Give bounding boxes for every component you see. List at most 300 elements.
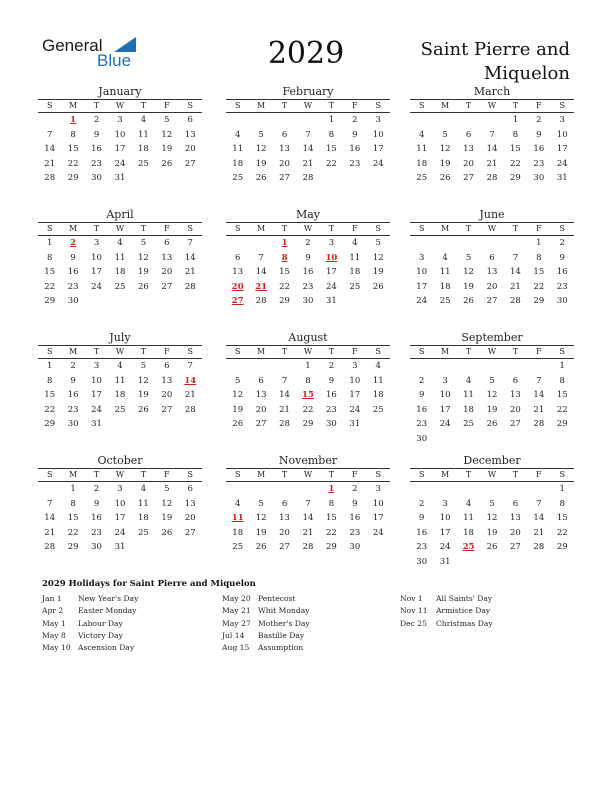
day-cell: 26 [137,281,149,292]
day-cell: 16 [416,404,428,415]
day-grid [410,359,574,446]
holiday-date: May 21 [222,606,251,616]
month-name: December [463,454,521,467]
day-cell: 7 [187,238,193,248]
day-cell: 5 [140,238,147,248]
holiday-column [222,593,392,654]
day-cell: 1 [536,238,542,248]
month-name: March [473,85,511,98]
weekday-label: S [234,101,241,110]
weekday-header [38,468,202,482]
day-cell: 16 [67,390,79,400]
month-july [38,331,202,432]
empty-day-cell [249,236,272,251]
day-cell: 10 [349,375,361,386]
day-cell: 29 [67,542,79,552]
day-cell: 16 [533,144,545,154]
day-cell: 4 [352,238,358,248]
day-cell: 17 [372,144,384,154]
holiday-date: Nov 1 [400,594,423,603]
month-may [226,208,390,309]
day-cell: 23 [349,158,361,169]
day-cell: 16 [91,144,102,154]
holiday-date: May 1 [42,618,66,628]
day-cell: 17 [114,144,126,154]
holiday-name: Whit Monday [258,606,310,616]
day-cell: 16 [325,390,337,400]
day-cell: 5 [465,252,472,263]
weekday-label: M [441,224,450,233]
day-cell: 21 [302,158,314,169]
day-cell: 9 [305,252,311,263]
day-cell: 27 [463,173,474,183]
holiday-name: Victory Day [78,630,123,640]
weekday-label: F [164,101,170,110]
day-cell: 10 [439,513,451,523]
day-cell: 21 [44,158,56,169]
day-cell: 20 [509,527,521,538]
day-cell: 27 [279,173,290,183]
holiday-day-cell: 11 [231,513,244,523]
holiday-name: Pentecost [258,594,296,603]
day-cell: 22 [325,158,337,169]
month-name: February [282,85,334,98]
day-cell: 25 [439,296,451,306]
day-grid [410,113,574,186]
weekday-label: F [352,101,358,110]
day-cell: 6 [465,129,472,140]
day-cell: 28 [509,296,521,306]
day-cell: 7 [305,498,311,509]
day-cell: 24 [91,404,102,415]
day-cell: 12 [486,513,498,523]
holiday-day-cell: 10 [325,252,338,263]
day-cell: 3 [117,115,123,125]
weekday-label: T [140,101,147,110]
day-cell: 13 [463,144,474,154]
empty-day-cell [480,359,503,374]
weekday-label: F [352,470,358,479]
weekday-label: T [93,470,100,479]
day-cell: 22 [556,404,568,415]
holiday-row [400,593,570,605]
day-cell: 1 [559,361,565,371]
day-cell: 2 [559,238,565,248]
day-cell: 29 [44,419,56,429]
weekday-label: S [418,470,425,479]
day-cell: 29 [533,296,545,306]
day-cell: 2 [352,484,358,494]
day-cell: 30 [533,173,545,183]
day-cell: 23 [67,404,79,415]
weekday-label: M [441,101,450,110]
holiday-row [222,630,392,642]
day-cell: 11 [372,375,384,386]
day-grid [226,236,390,309]
holiday-row [400,618,570,630]
day-cell: 23 [416,419,428,429]
holiday-date: May 20 [222,594,251,603]
empty-day-cell [226,113,249,128]
weekday-label: F [164,470,170,479]
holiday-day-cell: 14 [184,375,197,386]
holiday-day-cell: 2 [70,238,77,248]
day-cell: 9 [328,375,335,386]
day-cell: 17 [439,527,451,538]
empty-day-cell [296,482,319,497]
day-cell: 10 [91,375,102,386]
day-cell: 6 [164,238,170,248]
day-cell: 8 [47,252,53,263]
day-cell: 28 [486,173,498,183]
day-cell: 3 [93,361,100,371]
day-cell: 17 [556,144,568,154]
empty-day-cell [480,482,503,497]
empty-day-cell [410,236,433,251]
day-cell: 18 [463,527,474,538]
day-cell: 18 [372,390,384,400]
day-cell: 7 [489,129,495,140]
holiday-name: All Saints' Day [436,594,493,603]
day-cell: 28 [184,404,196,415]
day-cell: 6 [187,115,193,125]
day-cell: 2 [70,361,76,371]
weekday-label: S [375,224,381,233]
weekday-label: T [465,470,472,479]
day-cell: 19 [232,404,244,415]
day-cell: 30 [325,419,337,429]
day-cell: 16 [556,267,568,277]
day-cell: 9 [536,129,542,140]
day-cell: 27 [184,527,196,538]
day-cell: 12 [232,390,244,400]
weekday-label: W [487,224,497,233]
weekday-header [226,468,390,482]
day-cell: 21 [184,390,196,400]
day-cell: 24 [416,296,428,306]
empty-day-cell [527,359,550,374]
day-cell: 21 [44,527,56,538]
day-cell: 15 [67,513,79,523]
holiday-date: Jul 14 [222,630,245,640]
day-cell: 27 [509,542,521,552]
day-cell: 19 [486,404,498,415]
holiday-row [42,618,212,630]
day-cell: 24 [372,158,384,169]
day-cell: 31 [325,296,337,306]
holiday-date: Dec 25 [400,618,427,628]
day-cell: 29 [325,542,337,552]
holiday-name: Ascension Day [78,643,135,653]
day-cell: 6 [489,252,495,263]
weekday-label: T [328,347,335,356]
day-cell: 18 [114,267,126,277]
weekday-label: S [418,101,425,110]
holiday-row [400,605,570,617]
day-cell: 17 [372,513,384,523]
day-cell: 11 [349,252,361,263]
day-cell: 6 [187,484,193,494]
weekday-header [226,345,390,359]
day-cell: 22 [533,281,545,292]
day-cell: 8 [70,498,76,509]
day-cell: 29 [556,542,568,552]
day-cell: 5 [258,129,264,140]
empty-day-cell [273,482,296,497]
empty-day-cell [226,359,249,374]
holiday-date: May 27 [222,618,251,628]
logo-triangle-icon [114,37,136,52]
empty-day-cell [38,482,61,497]
weekday-label: T [512,347,519,356]
holiday-day-cell: 21 [255,281,268,292]
weekday-label: T [512,470,519,479]
day-cell: 13 [184,498,196,509]
day-cell: 23 [533,158,545,169]
day-cell: 11 [463,390,474,400]
day-cell: 30 [416,433,428,444]
day-cell: 14 [44,144,56,154]
holiday-name: Easter Monday [78,606,137,616]
weekday-label: T [465,224,472,233]
day-cell: 13 [184,129,196,140]
day-cell: 28 [44,173,56,183]
day-cell: 28 [255,296,267,306]
day-cell: 12 [161,498,173,509]
day-cell: 23 [91,527,102,538]
day-cell: 13 [279,144,290,154]
day-cell: 14 [509,267,521,277]
day-cell: 5 [258,498,264,509]
day-cell: 17 [416,281,428,292]
weekday-header [410,99,574,113]
month-august [226,331,390,432]
holiday-row [42,630,212,642]
day-cell: 30 [556,296,568,306]
day-cell: 30 [349,542,361,552]
day-cell: 6 [281,129,288,140]
day-cell: 7 [47,129,53,140]
day-cell: 2 [93,484,100,494]
day-cell: 8 [70,129,76,140]
day-cell: 28 [302,542,314,552]
day-cell: 2 [352,115,358,125]
day-cell: 19 [439,158,451,169]
weekday-label: M [441,347,450,356]
holiday-name: New Year's Day [78,594,139,603]
month-name: August [288,331,328,344]
weekday-label: S [46,101,53,110]
day-cell: 5 [489,498,495,509]
day-cell: 26 [161,527,173,538]
weekday-label: S [559,101,565,110]
weekday-label: W [115,101,125,110]
day-cell: 18 [114,390,126,400]
weekday-label: S [559,224,565,233]
holiday-day-cell: 27 [231,296,244,306]
day-cell: 8 [512,129,519,140]
day-cell: 3 [375,115,381,125]
day-cell: 26 [161,158,173,169]
day-cell: 6 [258,375,264,386]
day-cell: 22 [556,527,568,538]
day-cell: 17 [91,390,102,400]
holiday-name: Christmas Day [436,618,493,628]
weekday-header [38,222,202,236]
weekday-label: F [536,347,542,356]
day-cell: 5 [164,484,170,494]
day-cell: 8 [536,252,542,263]
day-cell: 13 [161,252,173,263]
day-cell: 7 [536,375,542,386]
weekday-label: W [115,347,125,356]
day-cell: 30 [67,419,79,429]
day-cell: 23 [91,158,102,169]
day-cell: 24 [114,158,126,169]
weekday-label: M [69,347,78,356]
day-cell: 21 [302,527,314,538]
day-cell: 5 [442,129,448,140]
day-cell: 19 [486,527,498,538]
day-cell: 9 [559,252,565,263]
empty-day-cell [433,482,456,497]
empty-day-cell [433,113,456,128]
day-cell: 31 [114,542,126,552]
day-cell: 15 [67,144,79,154]
day-cell: 4 [465,498,472,509]
day-cell: 16 [349,513,361,523]
day-cell: 14 [184,252,196,263]
day-cell: 30 [67,296,79,306]
day-cell: 12 [486,390,498,400]
empty-day-cell [273,359,296,374]
day-cell: 6 [512,498,519,509]
day-cell: 12 [439,144,451,154]
day-cell: 5 [489,375,495,386]
day-cell: 27 [161,404,173,415]
day-cell: 28 [533,419,545,429]
day-cell: 7 [258,252,264,263]
day-cell: 18 [349,267,361,277]
day-cell: 22 [67,527,79,538]
day-cell: 31 [91,419,102,429]
holiday-row [222,618,392,630]
day-cell: 26 [255,542,267,552]
month-december [410,454,574,569]
day-cell: 13 [232,267,244,277]
day-cell: 15 [44,267,56,277]
empty-day-cell [433,359,456,374]
day-grid [226,113,390,186]
day-cell: 21 [184,267,196,277]
month-name: May [295,208,321,221]
weekday-label: S [418,347,425,356]
day-cell: 24 [91,281,102,292]
weekday-label: T [93,101,100,110]
day-cell: 14 [486,144,498,154]
day-cell: 22 [302,404,314,415]
month-name: June [479,208,505,221]
day-grid [410,482,574,569]
day-cell: 3 [328,238,335,248]
day-cell: 20 [161,267,173,277]
day-cell: 27 [279,542,290,552]
day-cell: 25 [372,404,384,415]
day-cell: 25 [137,527,149,538]
day-cell: 13 [161,375,173,386]
day-cell: 1 [559,484,565,494]
day-cell: 12 [137,252,149,263]
day-cell: 25 [463,419,474,429]
day-cell: 10 [114,129,126,140]
day-cell: 14 [255,267,267,277]
day-cell: 4 [117,361,123,371]
day-cell: 5 [235,375,241,386]
weekday-label: F [164,347,170,356]
day-cell: 5 [140,361,147,371]
month-february [226,85,390,186]
day-cell: 9 [70,375,76,386]
holiday-name: Labour Day [78,618,123,628]
holiday-day-cell: 20 [231,281,244,292]
holiday-day-cell: 15 [302,390,314,400]
day-cell: 6 [164,361,170,371]
day-cell: 4 [235,129,241,140]
weekday-label: T [512,224,519,233]
day-cell: 20 [184,513,196,523]
day-cell: 10 [416,267,428,277]
day-cell: 7 [47,498,53,509]
day-cell: 25 [349,281,361,292]
month-november [226,454,390,555]
weekday-label: T [465,101,472,110]
holiday-row [222,642,392,654]
page-title-year: 2029 [267,36,345,71]
day-grid [226,359,390,432]
day-cell: 26 [255,173,267,183]
day-cell: 1 [47,238,53,248]
day-cell: 2 [328,361,335,371]
day-cell: 22 [325,527,337,538]
day-cell: 4 [465,375,472,386]
weekday-label: S [559,470,565,479]
day-cell: 30 [91,173,102,183]
holiday-row [222,605,392,617]
weekday-label: M [257,347,266,356]
weekday-label: M [69,101,78,110]
weekday-label: M [441,470,450,479]
weekday-label: T [93,347,100,356]
day-cell: 11 [439,267,451,277]
day-cell: 16 [302,267,314,277]
day-cell: 3 [442,498,448,509]
weekday-label: M [257,224,266,233]
day-cell: 10 [91,252,102,263]
day-cell: 22 [279,281,290,292]
day-cell: 21 [509,281,521,292]
month-name: April [106,208,134,221]
day-cell: 7 [305,129,311,140]
day-cell: 1 [70,484,76,494]
day-cell: 17 [349,390,361,400]
day-cell: 5 [375,238,381,248]
empty-day-cell [527,482,550,497]
day-cell: 29 [44,296,56,306]
day-cell: 11 [114,375,126,386]
weekday-label: T [328,470,335,479]
day-cell: 16 [67,267,79,277]
day-cell: 22 [44,404,56,415]
